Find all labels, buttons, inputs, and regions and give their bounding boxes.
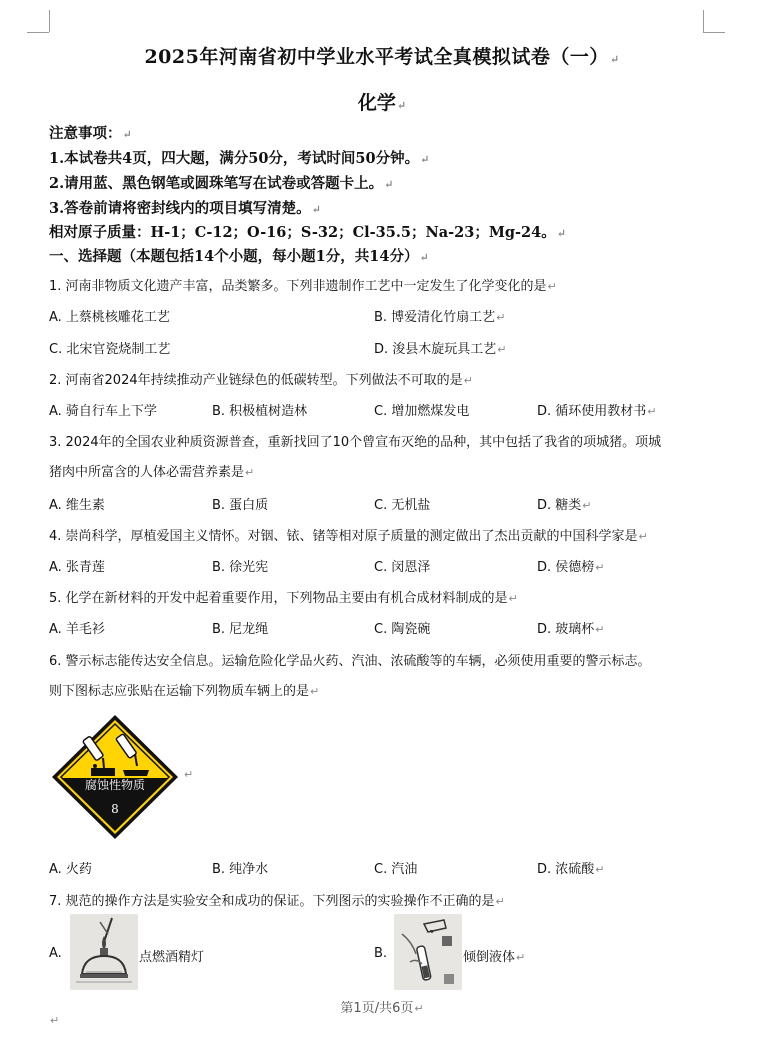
q5-option-a: A. 羊毛衫: [49, 622, 105, 637]
section-heading: 一、选择题（本题包括14个小题，每小题1分，共14分）↵: [49, 248, 429, 265]
q2-option-b: B. 积极植树造林: [212, 404, 308, 419]
q7-option-a-caption: 点燃酒精灯: [139, 950, 205, 965]
crop-mark-top-left-h: [27, 32, 49, 33]
end-para-mark: ↵: [50, 1014, 60, 1027]
pouring-liquid-image: [394, 914, 462, 990]
q5-option-c: C. 陶瓷碗: [374, 622, 431, 637]
q5-option-d: D. 玻璃杯↵: [537, 622, 605, 637]
question-4-stem: 4. 崇尚科学，厚植爱国主义情怀。对铟、铱、锗等相对原子质量的测定做出了杰出贡献的中国科学家是↵: [49, 529, 648, 544]
q1-option-a: A. 上蔡桃核雕花工艺: [49, 310, 170, 325]
q2-option-a: A. 骑自行车上下学: [49, 404, 157, 419]
notice-item-3: 3.答卷前请将密封线内的项目填写清楚。↵: [49, 200, 321, 217]
q1-option-b: B. 博爱清化竹扇工艺↵: [374, 310, 506, 325]
q1-option-d: D. 浚县木旋玩具工艺↵: [374, 342, 507, 357]
page-footer: 第1页/共6页↵: [340, 1001, 424, 1016]
question-5-stem: 5. 化学在新材料的开发中起着重要作用，下列物品主要由有机合成材料制成的是↵: [49, 591, 518, 606]
q3-option-c: C. 无机盐: [374, 498, 431, 513]
q2-option-d: D. 循环使用教材书↵: [537, 404, 657, 419]
notice-item-2: 2.请用蓝、黑色钢笔或圆珠笔写在试卷或答题卡上。↵: [49, 175, 394, 192]
question-6-stem-line-2: 则下图标志应张贴在运输下列物质车辆上的是↵: [49, 684, 320, 699]
q6-option-c: C. 汽油: [374, 862, 418, 877]
question-3-stem-line-1: 3. 2024年的全国农业种质资源普查，重新找回了10个曾宣布灭绝的品种，其中包括了我省的项城猪。项城: [49, 435, 662, 450]
sign-label: 腐蚀性物质: [84, 778, 145, 792]
question-2-stem: 2. 河南省2024年持续推动产业链绿色的低碳转型。下列做法不可取的是↵: [49, 373, 473, 388]
q4-option-a: A. 张青莲: [49, 560, 105, 575]
q4-option-c: C. 闵恩泽: [374, 560, 431, 575]
corrosive-warning-sign: [51, 714, 179, 840]
sign-class-number: 8: [111, 802, 119, 816]
q3-option-d: D. 糖类↵: [537, 498, 592, 513]
notice-item-1: 1.本试卷共4页，四大题，满分50分，考试时间50分钟。↵: [49, 150, 430, 167]
q1-option-c: C. 北宋官瓷烧制工艺: [49, 342, 171, 357]
question-7-stem: 7. 规范的操作方法是实验安全和成功的保证。下列图示的实验操作不正确的是↵: [49, 894, 505, 909]
crop-mark-top-right-v: [703, 10, 704, 32]
alcohol-lamp-image: [70, 914, 138, 990]
sign-para-mark: ↵: [184, 768, 194, 781]
q4-option-b: B. 徐光宪: [212, 560, 269, 575]
q3-option-a: A. 维生素: [49, 498, 105, 513]
q6-option-a: A. 火药: [49, 862, 92, 877]
question-6-stem-line-1: 6. 警示标志能传达安全信息。运输危险化学品火药、汽油、浓硫酸等的车辆，必须使用重要的警示标志。: [49, 654, 651, 669]
crop-mark-top-left-v: [49, 10, 50, 32]
subject-title: 化学↵: [357, 92, 407, 114]
crop-mark-top-right-h: [703, 32, 725, 33]
q7-option-a-letter: A.: [49, 946, 62, 961]
atomic-mass-line: 相对原子质量：H-1；C-12；O-16；S-32；Cl-35.5；Na-23；Mg-24。↵: [49, 224, 566, 241]
question-1-stem: 1. 河南非物质文化遗产丰富，品类繁多。下列非遗制作工艺中一定发生了化学变化的是↵: [49, 279, 557, 294]
q4-option-d: D. 侯德榜↵: [537, 560, 605, 575]
q7-option-b-caption: 倾倒液体↵: [463, 950, 526, 965]
exam-title: 2025年河南省初中学业水平考试全真模拟试卷（一）↵: [144, 46, 620, 68]
q3-option-b: B. 蛋白质: [212, 498, 269, 513]
q6-option-b: B. 纯净水: [212, 862, 269, 877]
question-3-stem-line-2: 猪肉中所富含的人体必需营养素是↵: [49, 465, 255, 480]
q2-option-c: C. 增加燃煤发电: [374, 404, 470, 419]
q7-option-b-letter: B.: [374, 946, 388, 961]
notice-heading: 注意事项：↵: [49, 125, 132, 142]
q6-option-d: D. 浓硫酸↵: [537, 862, 605, 877]
q5-option-b: B. 尼龙绳: [212, 622, 269, 637]
